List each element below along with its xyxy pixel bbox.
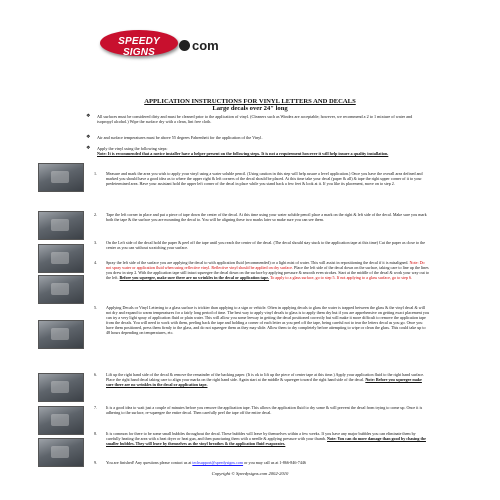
step-5-photo <box>38 320 84 349</box>
bullet-text: All surfaces must be considered dirty and must be cleaned prior to the application of vinyl. (Cleaners such as Windex are acceptable; however, we recommend a 2 to 1 mixture of water and isopropyl alcohol.) Wipe the surface dry with a clean, lint free cloth. <box>97 114 413 125</box>
step-text-continued: Place the left side of the decal down on the surface, taking care to line up the lines you drew in step 2. With the application tape still intact squeegee the decal down on the surface by applying pressure & smooth even strokes. Start at the middle of the decal & work your way out to the left. <box>106 265 429 281</box>
step-number: 3. <box>94 240 98 245</box>
step-number: 7. <box>94 405 98 410</box>
helper-note: Note: It is recommended that a novice installer have a helper present on the following steps. It is not a requirement however it will help insure a quality installation. <box>97 151 389 157</box>
step-text: You are finished! Any questions please contact us at <box>106 460 192 465</box>
step-text: Lift up the right hand side of the decal & remove the remainder of the backing paper. (It is ok to lift up the piece of center tape at this time.) Apply your application fluid to the right hand surface. Place the right hand decal taking care to align your marks on the right hand side. Again start at the middle & squeegee toward the right hand side of the decal. <box>106 372 425 383</box>
bullet-mark: ❖ <box>86 146 91 151</box>
bullet-temperature <box>86 135 419 140</box>
step-number: 6. <box>94 372 98 377</box>
copyright: Copyright © Speedysigns.com 2002-2010 <box>211 471 289 476</box>
glass-surface-routing: To apply to a glass surface, go to step 5. If not applying to a glass surface, go to step 6. <box>270 275 413 281</box>
support-email-link[interactable]: techsupport@speedysigns.com <box>192 460 244 465</box>
step-text: On the Left side of the decal hold the paper & peel off the tape until you reach the center of the decal. (The decal should stay stuck to the application tape at this time) Cut the paper as close to the center as you can without scratching your surface. <box>106 240 426 251</box>
eight-ball-icon <box>179 40 190 51</box>
step-number: 1. <box>94 171 98 176</box>
bullet-mark: ❖ <box>86 114 91 119</box>
step-text: It is a good idea to wait just a couple of minutes before you remove the application tape. This allows the application fluid to dry some & will prevent the decal from trying to come up. Once it is adhering to the surface, re-squeegee the entire decal. Then carefully peel the tape off the entire decal. <box>106 405 423 416</box>
step-number: 5. <box>94 305 98 310</box>
step-4 <box>94 260 430 281</box>
step-7 <box>94 405 430 416</box>
step-9 <box>94 460 430 465</box>
step-1 <box>94 171 430 187</box>
step-4-photo <box>38 275 84 304</box>
step-8 <box>94 431 430 447</box>
step-text: Applying Decals or Vinyl Lettering to a glass surface is trickier than applying to a sign or vehicle. Often in applying decals to glass the water is trapped between the glass & the vinyl decal & will not dry and expand to warm temperatures for a fairly long period of time. The best way to apply vinyl decals to glass is to apply them dry but if you are apprehensive on getting exact placement you can try a very light spray of application fluid or plain water. This will allow you some leeway in getting the decal positioned correctly but will make it more difficult to remove the application tape from the decals. You will need to work with them, peeling back the tape and holding a corner of each letter as you peel off the tape, being careful not to tear the letters decal as you go. Once you have them positioned, press them firmly to the glass, and do not squeegee them as they may slide. Allow them to dry completely before attempting to wipe or clean the glass. This could take up to 48 hours depending on temperatures, etc. <box>106 305 430 336</box>
step-1-photo <box>38 163 84 192</box>
step-5 <box>94 305 430 336</box>
step-7-photo <box>38 406 84 435</box>
step-text: It is common for there to be some small bubbles throughout the decal. These bubbles will leave by themselves within a few weeks. If you have any major bubbles you can eliminate them by carefully heating the area with a heat dryer or heat gun, and then puncturing them with a needle & applying pressure with your thumb. <box>106 431 416 442</box>
step-2 <box>94 212 430 223</box>
step-6 <box>94 372 430 388</box>
step-number: 9. <box>94 460 98 465</box>
page-subtitle: Large decals over 24" long <box>212 105 288 112</box>
step-3-photo <box>38 244 84 273</box>
bubble-note: Note: You can do more damage than good by chasing the smaller bubbles. They will leave by themselves as the vinyl breathes & the application fluid evaporates. <box>106 436 426 447</box>
page-title: APPLICATION INSTRUCTIONS FOR VINYL LETTERS AND DECALS <box>144 98 356 105</box>
bullet-text: Apply the vinyl using the following steps: <box>97 146 168 151</box>
step-3 <box>94 240 430 251</box>
step-text: Tape the left corner in place and put a piece of tape down the center of the decal. At this time using your water soluble pencil place a mark on the right & left side of the decal. Make sure you mark both the tape & the surface you are mounting the decal to. You will be aligning these two marks later so make sure you can see them. <box>106 212 427 223</box>
bullet-mark: ❖ <box>86 135 91 140</box>
step-text: Spray the left side of the surface you are applying the decal to with application fluid (recommended) or a light mist of water. This will assist in repositioning the decal if it is misaligned. <box>106 260 409 265</box>
speedy-signs-logo[interactable] <box>100 30 230 56</box>
step-number: 8. <box>94 431 98 436</box>
step-2-photo <box>38 211 84 240</box>
logo-suffix: com <box>192 38 219 53</box>
bullet-clean-surface <box>86 114 419 125</box>
bullet-text: Air and surface temperatures must be above 55 degrees Fahrenheit for the application of the Vinyl. <box>97 135 263 140</box>
step-text-continued: or you may call us at 1-866-846-7446 <box>244 460 306 465</box>
wrinkle-note: Note: Before you squeegee make sure there are no wrinkles in the decal or application tape. <box>106 377 422 388</box>
wrinkle-note: Before you squeegee, make sure there are no wrinkles in the decal or application tape. <box>119 275 270 281</box>
reflective-vinyl-warning: Note: Do not spray water or application fluid when using reflective vinyl. Reflective vinyl should be applied on dry surface. <box>106 260 425 271</box>
bullet-steps-intro <box>86 146 419 157</box>
step-8-photo <box>38 438 84 467</box>
step-number: 2. <box>94 212 98 217</box>
step-text: Measure and mark the area you wish to apply your vinyl using a water soluble pencil. (Using caution in this step will help assure a level application.) Once you have the overall area defined and marked you should have a good idea as to where the upper right & left corners of the decal should be placed. At this time take your decal (paper & all) & tape the right upper corner of it to your predetermined area. Have your assistant hold the upper left corner of the decal in place while you stand back a few feet & look at it. If you like its placement, move on to step 2. <box>106 171 423 187</box>
step-6-photo <box>38 373 84 402</box>
step-number: 4. <box>94 260 98 265</box>
logo-text: SPEEDY SIGNS <box>118 36 160 58</box>
